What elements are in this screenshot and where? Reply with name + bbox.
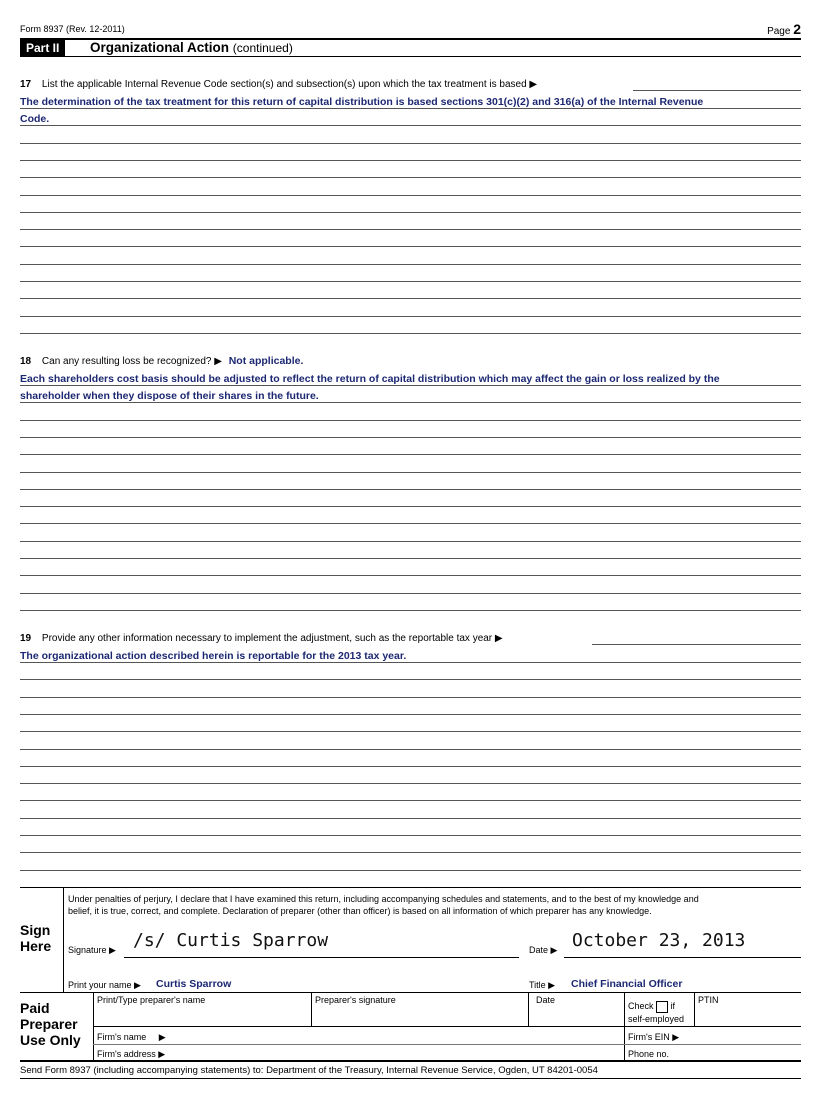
phone-label: Phone no.	[628, 1049, 670, 1059]
preparer-mid-rule	[93, 1026, 801, 1027]
print-name-value: Curtis Sparrow	[156, 978, 232, 990]
ruled-line	[20, 558, 801, 559]
ruled-line	[20, 835, 801, 836]
ruled-line	[20, 437, 801, 438]
page-label: Page	[767, 26, 791, 37]
preparer-top-rule	[20, 992, 801, 993]
ruled-line	[20, 143, 801, 144]
signature-label: Signature ▶	[68, 945, 116, 955]
date-label: Date ▶	[529, 945, 558, 955]
ruled-line	[20, 870, 801, 871]
ruled-line	[20, 749, 801, 750]
ruled-line	[20, 541, 801, 542]
q18-inline-answer: Not applicable.	[228, 355, 304, 367]
firm-name-arrow: ▶	[158, 1032, 166, 1042]
col-divider-1	[311, 992, 312, 1026]
preparer-name-label: Print/Type preparer's name	[97, 995, 206, 1005]
ruled-line	[20, 852, 801, 853]
title-label: Title ▶	[529, 980, 556, 990]
date-value: October 23, 2013	[572, 930, 746, 951]
part-title-suffix: (continued)	[232, 41, 293, 55]
ruled-line	[20, 177, 801, 178]
ruled-line	[20, 195, 801, 196]
ruled-line	[20, 800, 801, 801]
preparer-bottom-rule	[20, 1060, 801, 1062]
col-divider-4	[694, 992, 695, 1026]
ruled-line	[20, 766, 801, 767]
ruled-line	[20, 420, 801, 421]
ruled-line	[20, 610, 801, 611]
ruled-line	[20, 731, 801, 732]
signature-line[interactable]	[124, 957, 519, 958]
q17-answer-line1: The determination of the tax treatment for this return of capital distribution is based sections 301(c)(2) and 316(a) of the Internal Revenue	[20, 96, 704, 108]
perjury-statement	[68, 893, 803, 917]
ruled-line	[20, 229, 801, 230]
ruled-line	[20, 454, 801, 455]
check-if: if	[670, 1001, 676, 1011]
col-divider-2	[528, 992, 529, 1026]
part-label: Part II	[20, 40, 65, 56]
self-employed-check	[628, 1000, 684, 1025]
sign-divider	[63, 888, 64, 992]
q18-question: Can any resulting loss be recognized? ▶	[41, 356, 222, 367]
ruled-line	[20, 489, 801, 490]
ruled-line	[20, 506, 801, 507]
ruled-line	[20, 523, 801, 524]
ruled-line	[20, 402, 801, 403]
q17-number: 17	[20, 79, 32, 90]
ruled-line	[20, 593, 801, 594]
ruled-line	[20, 697, 801, 698]
use-only-label: Use Only	[20, 1032, 81, 1048]
ruled-line	[20, 212, 801, 213]
paid-preparer-label	[20, 1000, 81, 1048]
q18-answer-line2: shareholder when they dispose of their shares in the future.	[20, 390, 319, 402]
sign-label: Sign	[20, 922, 51, 938]
perjury-line1: Under penalties of perjury, I declare that I have examined this return, including accompanying schedules and statements, and to the best of my knowledge and	[68, 894, 699, 904]
paid-label: Paid	[20, 1000, 50, 1016]
ruled-line	[20, 246, 801, 247]
ruled-line	[20, 714, 801, 715]
ruled-line	[20, 818, 801, 819]
ruled-line	[20, 264, 801, 265]
here-label: Here	[20, 938, 52, 954]
print-name-label: Print your name ▶	[68, 980, 141, 990]
ruled-line	[20, 385, 801, 386]
preparer-signature-label: Preparer's signature	[315, 995, 396, 1005]
ruled-line	[20, 333, 801, 334]
preparer-label: Preparer	[20, 1016, 78, 1032]
title-value: Chief Financial Officer	[571, 978, 683, 990]
q18-number: 18	[20, 356, 32, 367]
firm-name-label: Firm's name	[97, 1032, 147, 1042]
ruled-line	[20, 160, 801, 161]
sign-here-label	[20, 922, 51, 954]
preparer-mid-rule-2	[93, 1044, 801, 1045]
q19-answer-line1: The organizational action described herein is reportable for the 2013 tax year.	[20, 650, 407, 662]
ruled-line	[20, 679, 801, 680]
ruled-line	[20, 575, 801, 576]
send-instructions: Send Form 8937 (including accompanying statements) to: Department of the Treasury, Internal Revenue Service, Ogden, UT 84201-0054	[20, 1065, 598, 1076]
q17-answer-line2: Code.	[20, 113, 50, 125]
part-title	[90, 40, 293, 55]
self-employed-checkbox[interactable]	[656, 1001, 668, 1013]
q18-answer-line1: Each shareholders cost basis should be adjusted to reflect the return of capital distribution which may affect the gain or loss realized by the	[20, 373, 720, 385]
ruled-line	[20, 316, 801, 317]
q17-answer-line[interactable]	[633, 90, 801, 91]
q19-answer-line[interactable]	[592, 644, 801, 645]
footer-rule	[20, 1078, 801, 1079]
ruled-line	[20, 298, 801, 299]
form-revision: Form 8937 (Rev. 12-2011)	[20, 24, 125, 34]
self-employed-label: self-employed	[628, 1013, 685, 1024]
ruled-line	[20, 125, 801, 126]
page-indicator	[767, 21, 801, 37]
q17-question: List the applicable Internal Revenue Code section(s) and subsection(s) upon which the tax treatment is based ▶	[41, 79, 538, 90]
page-number: 2	[793, 21, 801, 37]
ruled-line	[20, 472, 801, 473]
sign-top-rule	[20, 887, 801, 888]
firm-name-row	[97, 1032, 166, 1043]
q19-number: 19	[20, 633, 32, 644]
part-rule	[20, 56, 801, 57]
q19-question-row	[20, 633, 503, 644]
ruled-line	[20, 662, 801, 663]
perjury-line2: belief, it is true, correct, and complete. Declaration of preparer (other than officer) is based on all information of which preparer has any knowledge.	[68, 906, 652, 916]
preparer-date-label: Date	[536, 995, 556, 1005]
check-label: Check	[628, 1001, 654, 1011]
firm-address-label: Firm's address ▶	[97, 1049, 166, 1059]
q18-question-row	[20, 355, 303, 367]
part-title-text: Organizational Action	[90, 40, 230, 55]
ruled-line	[20, 108, 801, 109]
ruled-line	[20, 783, 801, 784]
q17-question-row	[20, 79, 537, 90]
q19-question: Provide any other information necessary to implement the adjustment, such as the reportable tax year ▶	[41, 633, 503, 644]
date-line[interactable]	[564, 957, 801, 958]
ptin-label: PTIN	[698, 995, 719, 1005]
firm-ein-label: Firm's EIN ▶	[628, 1032, 680, 1042]
ruled-line	[20, 281, 801, 282]
signature-value: /s/ Curtis Sparrow	[133, 930, 329, 951]
